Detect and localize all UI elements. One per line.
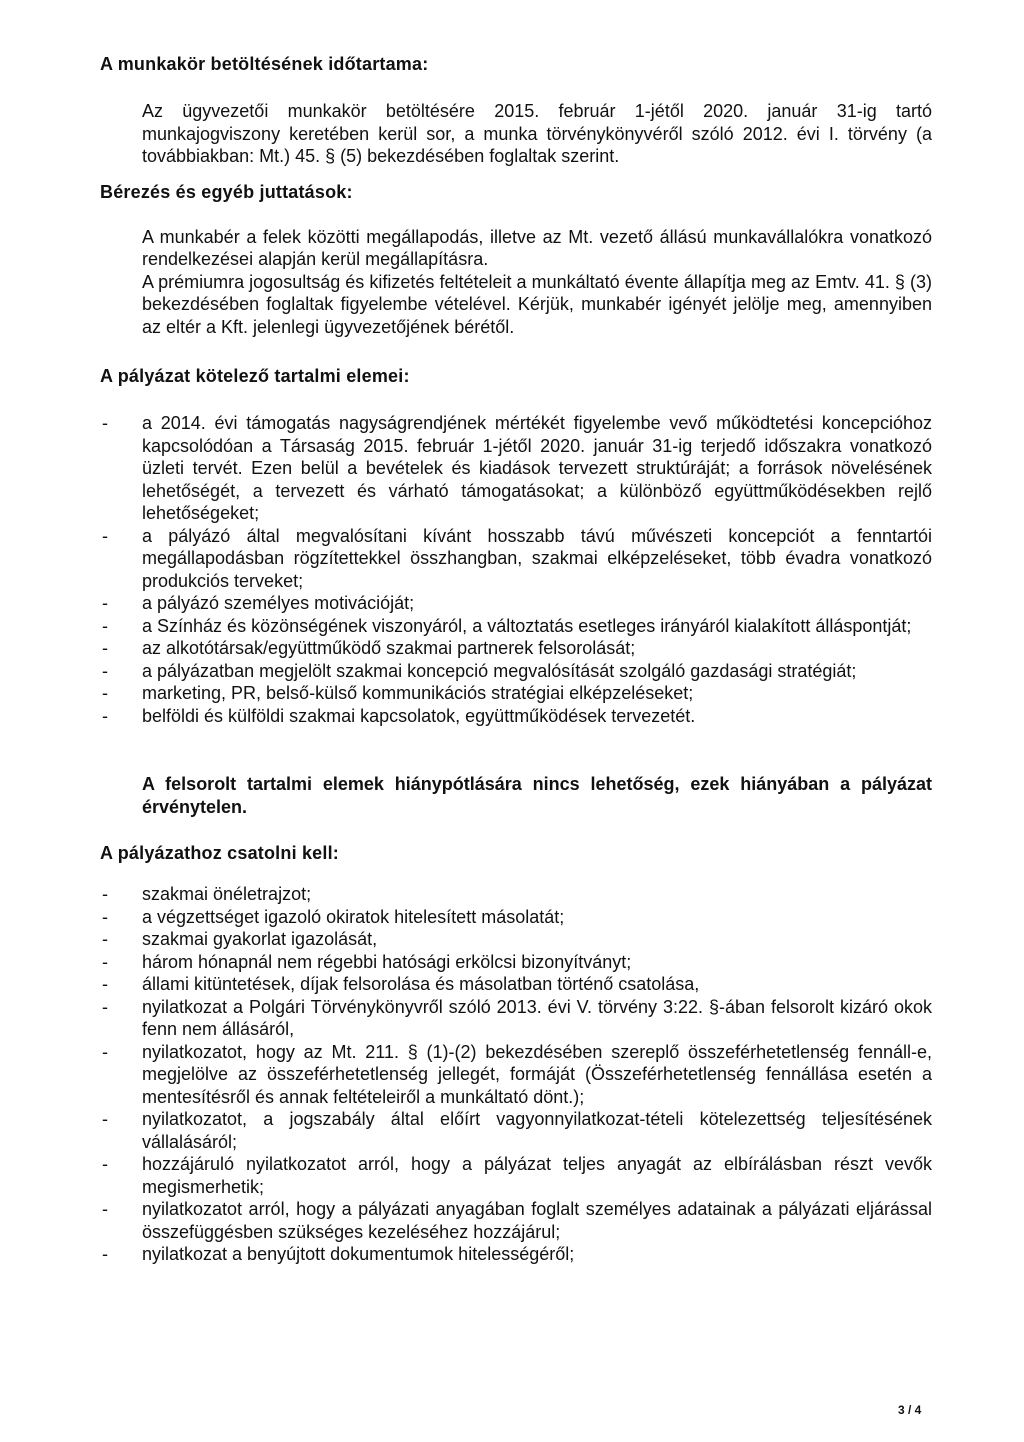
list-item: - állami kitüntetések, díjak felsorolása és másolatban történő csatolása, xyxy=(100,973,932,996)
duration-text: Az ügyvezetői munkakör betöltésére 2015. február 1-jétől 2020. január 31-ig tartó munkajogviszony keretében kerül sor, a munka törvénykönyvéről szóló 2012. évi I. törvény (a továbbiakban: Mt.) 45. § (5) bekezdésében foglaltak szerint. xyxy=(142,101,932,166)
list-item: - nyilatkozat a benyújtott dokumentumok hitelességéről; xyxy=(100,1243,932,1266)
list-item: - a végzettséget igazoló okiratok hitelesített másolatát; xyxy=(100,906,932,929)
list-item: - a Színház és közönségének viszonyáról, a változtatás esetleges irányáról kialakított álláspontját; xyxy=(100,615,932,638)
list-item: - nyilatkozatot arról, hogy a pályázati anyagában foglalt személyes adatainak a pályázati eljárással összefüggésben szükséges kezeléséhez hozzájárul; xyxy=(100,1198,932,1243)
list-item: - nyilatkozatot, a jogszabály által előírt vagyonnyilatkozat-tételi kötelezettség teljesítésének vállalásáról; xyxy=(100,1108,932,1153)
list-item: - három hónapnál nem régebbi hatósági erkölcsi bizonyítványt; xyxy=(100,951,932,974)
duration-heading: A munkakör betöltésének időtartama: xyxy=(100,54,429,74)
list-item: - a pályázó által megvalósítani kívánt hosszabb távú művészeti koncepciót a fenntartói megállapodásban rögzítettekkel összhangban, szakmai elképzeléseket, több évadra vonatkozó produkciós terveket; xyxy=(100,525,932,593)
mandatory-list xyxy=(100,412,932,727)
mandatory-heading: A pályázat kötelező tartalmi elemei: xyxy=(100,366,410,386)
list-item: - nyilatkozatot, hogy az Mt. 211. § (1)-(2) bekezdésében szereplő összeférhetetlenség fennáll-e, megjelölve az összeférhetetlenség jellegét, formáját (Összeférhetetlenség fennállása esetén a mentesítésről és annak feltételeiről a munkáltató dönt.); xyxy=(100,1041,932,1109)
list-item: - a 2014. évi támogatás nagyságrendjének mértékét figyelembe vevő működtetési koncepcióhoz kapcsolódóan a Társaság 2015. február 1-jétől 2020. január 31-ig terjedő időszakra vonatkozó üzleti tervét. Ezen belül a bevételek és kiadások tervezett struktúráját; a források növelésének lehetőségét, a tervezett és várható támogatásokat; a különböző együttműködésekben rejlő lehetőségeket; xyxy=(100,412,932,525)
salary-paragraph-1: A munkabér a felek közötti megállapodás, illetve az Mt. vezető állású munkavállalókra vonatkozó rendelkezései alapján kerül megállapításra. xyxy=(142,226,932,269)
invalidity-notice: A felsorolt tartalmi elemek hiánypótlására nincs lehetőség, ezek hiányában a pályázat érvénytelen. xyxy=(142,774,932,817)
list-item: - a pályázatban megjelölt szakmai koncepció megvalósítását szolgáló gazdasági stratégiát; xyxy=(100,660,932,683)
document-page xyxy=(100,52,932,1266)
list-item: - szakmai gyakorlat igazolását, xyxy=(100,928,932,951)
attachments-heading: A pályázathoz csatolni kell: xyxy=(100,843,339,863)
list-item: - hozzájáruló nyilatkozatot arról, hogy a pályázat teljes anyagát az elbírálásban részt vevők megismerhetik; xyxy=(100,1153,932,1198)
list-item: - az alkotótársak/együttműködő szakmai partnerek felsorolását; xyxy=(100,637,932,660)
list-item: - szakmai önéletrajzot; xyxy=(100,883,932,906)
list-item: - belföldi és külföldi szakmai kapcsolatok, együttműködések tervezetét. xyxy=(100,705,932,728)
salary-heading: Bérezés és egyéb juttatások: xyxy=(100,181,353,202)
list-item: - a pályázó személyes motivációját; xyxy=(100,592,932,615)
page-number: 3 / 4 xyxy=(898,1403,922,1417)
list-item: - nyilatkozat a Polgári Törvénykönyvről szóló 2013. évi V. törvény 3:22. §-ában felsorolt kizáró okok fenn nem állásáról, xyxy=(100,996,932,1041)
salary-paragraph-2: A prémiumra jogosultság és kifizetés feltételeit a munkáltató évente állapítja meg az Emtv. 41. § (3) bekezdésében foglaltak figyelembe vételével. Kérjük, munkabér igényét jelölje meg, amennyiben az eltér a Kft. jelenlegi ügyvezetőjének bérétől. xyxy=(142,271,932,337)
attachments-list xyxy=(100,883,932,1266)
list-item: - marketing, PR, belső-külső kommunikációs stratégiai elképzeléseket; xyxy=(100,682,932,705)
